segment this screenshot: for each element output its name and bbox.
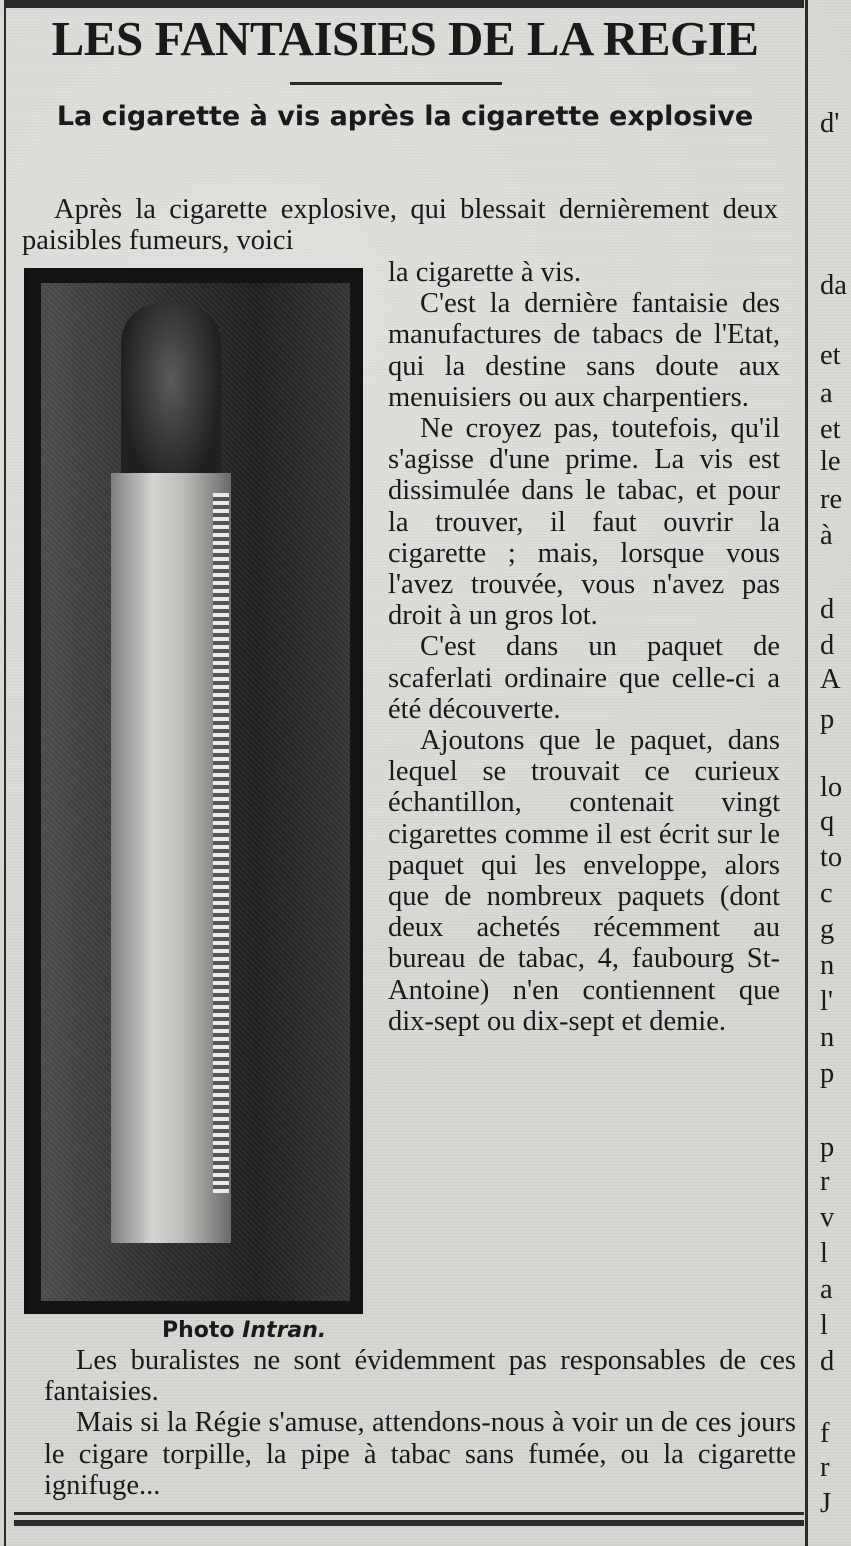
adjacent-column-fragment: da [820,270,847,301]
adjacent-column-fragment: c [820,878,833,909]
adjacent-column-fragment: r [820,1452,830,1483]
adjacent-column-fragment: l' [820,986,834,1017]
left-column-rule [4,0,6,1546]
adjacent-column-fragment: p [820,1132,835,1163]
adjacent-column-fragment: n [820,1022,835,1053]
adjacent-column-fragment: v [820,1202,835,1233]
photo-caption [162,1317,326,1345]
adjacent-column-fragment: A [820,664,841,695]
title-rule [290,82,502,85]
closing-paragraph: Mais si la Régie s'amuse, attendons-nous à voir un de ces jours le cigare torpille, la pipe à tabac sans fumée, ou la cigarette ignifuge... [44,1407,796,1501]
adjacent-column-fragment: to [820,842,843,873]
adjacent-column-fragment: p [820,704,835,735]
adjacent-column-fragment: f [820,1418,830,1449]
bottom-rule [14,1512,804,1515]
adjacent-column-fragment: d [820,594,835,625]
adjacent-column-fragment: J [820,1488,832,1519]
body-paragraph: Ajoutons que le paquet, dans lequel se trouvait ce curieux échantillon, contenait vingt cigarettes comme il est écrit sur le paquet qui les enveloppe, alors que de nombreux paquets (dont deux achetés récemment au bureau de tabac, 4, faubourg St-Antoine) n'en contiennent que dix-sept ou dix-sept et demie. [388,725,780,1037]
adjacent-column-fragment: q [820,806,835,837]
adjacent-column-fragment: p [820,1058,835,1089]
adjacent-column-fragment: d [820,1346,835,1377]
adjacent-column-fragment: g [820,914,835,945]
adjacent-column-fragment: a [820,378,833,409]
adjacent-column-fragment: lo [820,772,843,803]
adjacent-column-fragment: et [820,340,841,371]
closing-paragraph: Les buralistes ne sont évidemment pas responsables de ces fantaisies. [44,1345,796,1408]
caption-source: Intran. [242,1318,327,1343]
column-rule [805,0,808,1546]
cigarette-tip-image [121,303,221,493]
body-paragraph: Ne croyez pas, toutefois, qu'il s'agisse d'une prime. La vis est dissimulée dans le tabac, et pour la trouver, il faut ouvrir la cigarette ; mais, lorsque vous l'avez trouvée, vous n'avez pas droit à un gros lot. [388,413,780,632]
body-paragraph: C'est dans un paquet de scaferlati ordinaire que celle-ci a été découverte. [388,631,780,725]
cigarette-photo [24,268,363,1314]
caption-prefix: Photo [162,1318,243,1343]
adjacent-column-fragment: le [820,446,841,477]
lead-paragraph: Après la cigarette explosive, qui blessait dernièrement deux paisibles fumeurs, voici [22,194,778,257]
adjacent-column-fragment: n [820,950,835,981]
adjacent-column-fragment: l [820,1310,828,1341]
article-title: LES FANTAISIES DE LA REGIE [51,11,759,66]
body-paragraph: la cigarette à vis. [388,257,582,288]
article-subtitle: La cigarette à vis après la cigarette explosive [56,101,754,132]
body-paragraph: C'est la dernière fantaisie des manufactures de tabacs de l'Etat, qui la destine sans doute aux menuisiers ou aux charpentiers. [388,288,780,413]
closing-paragraphs [44,1345,796,1501]
adjacent-column-fragment: re [820,484,843,515]
adjacent-column-fragment: l [820,1238,828,1269]
bottom-rule-thick [14,1520,804,1526]
photo-background [41,283,350,1301]
top-rule [6,0,804,8]
adjacent-column-fragment: à [820,520,833,551]
screw-image [213,493,229,1193]
article-body-column [388,257,780,1037]
adjacent-column-fragment: a [820,1274,833,1305]
adjacent-column-fragment: r [820,1166,830,1197]
adjacent-column-fragment: d' [820,108,840,139]
adjacent-column-fragment: et [820,414,841,445]
adjacent-column-fragment: d [820,630,835,661]
